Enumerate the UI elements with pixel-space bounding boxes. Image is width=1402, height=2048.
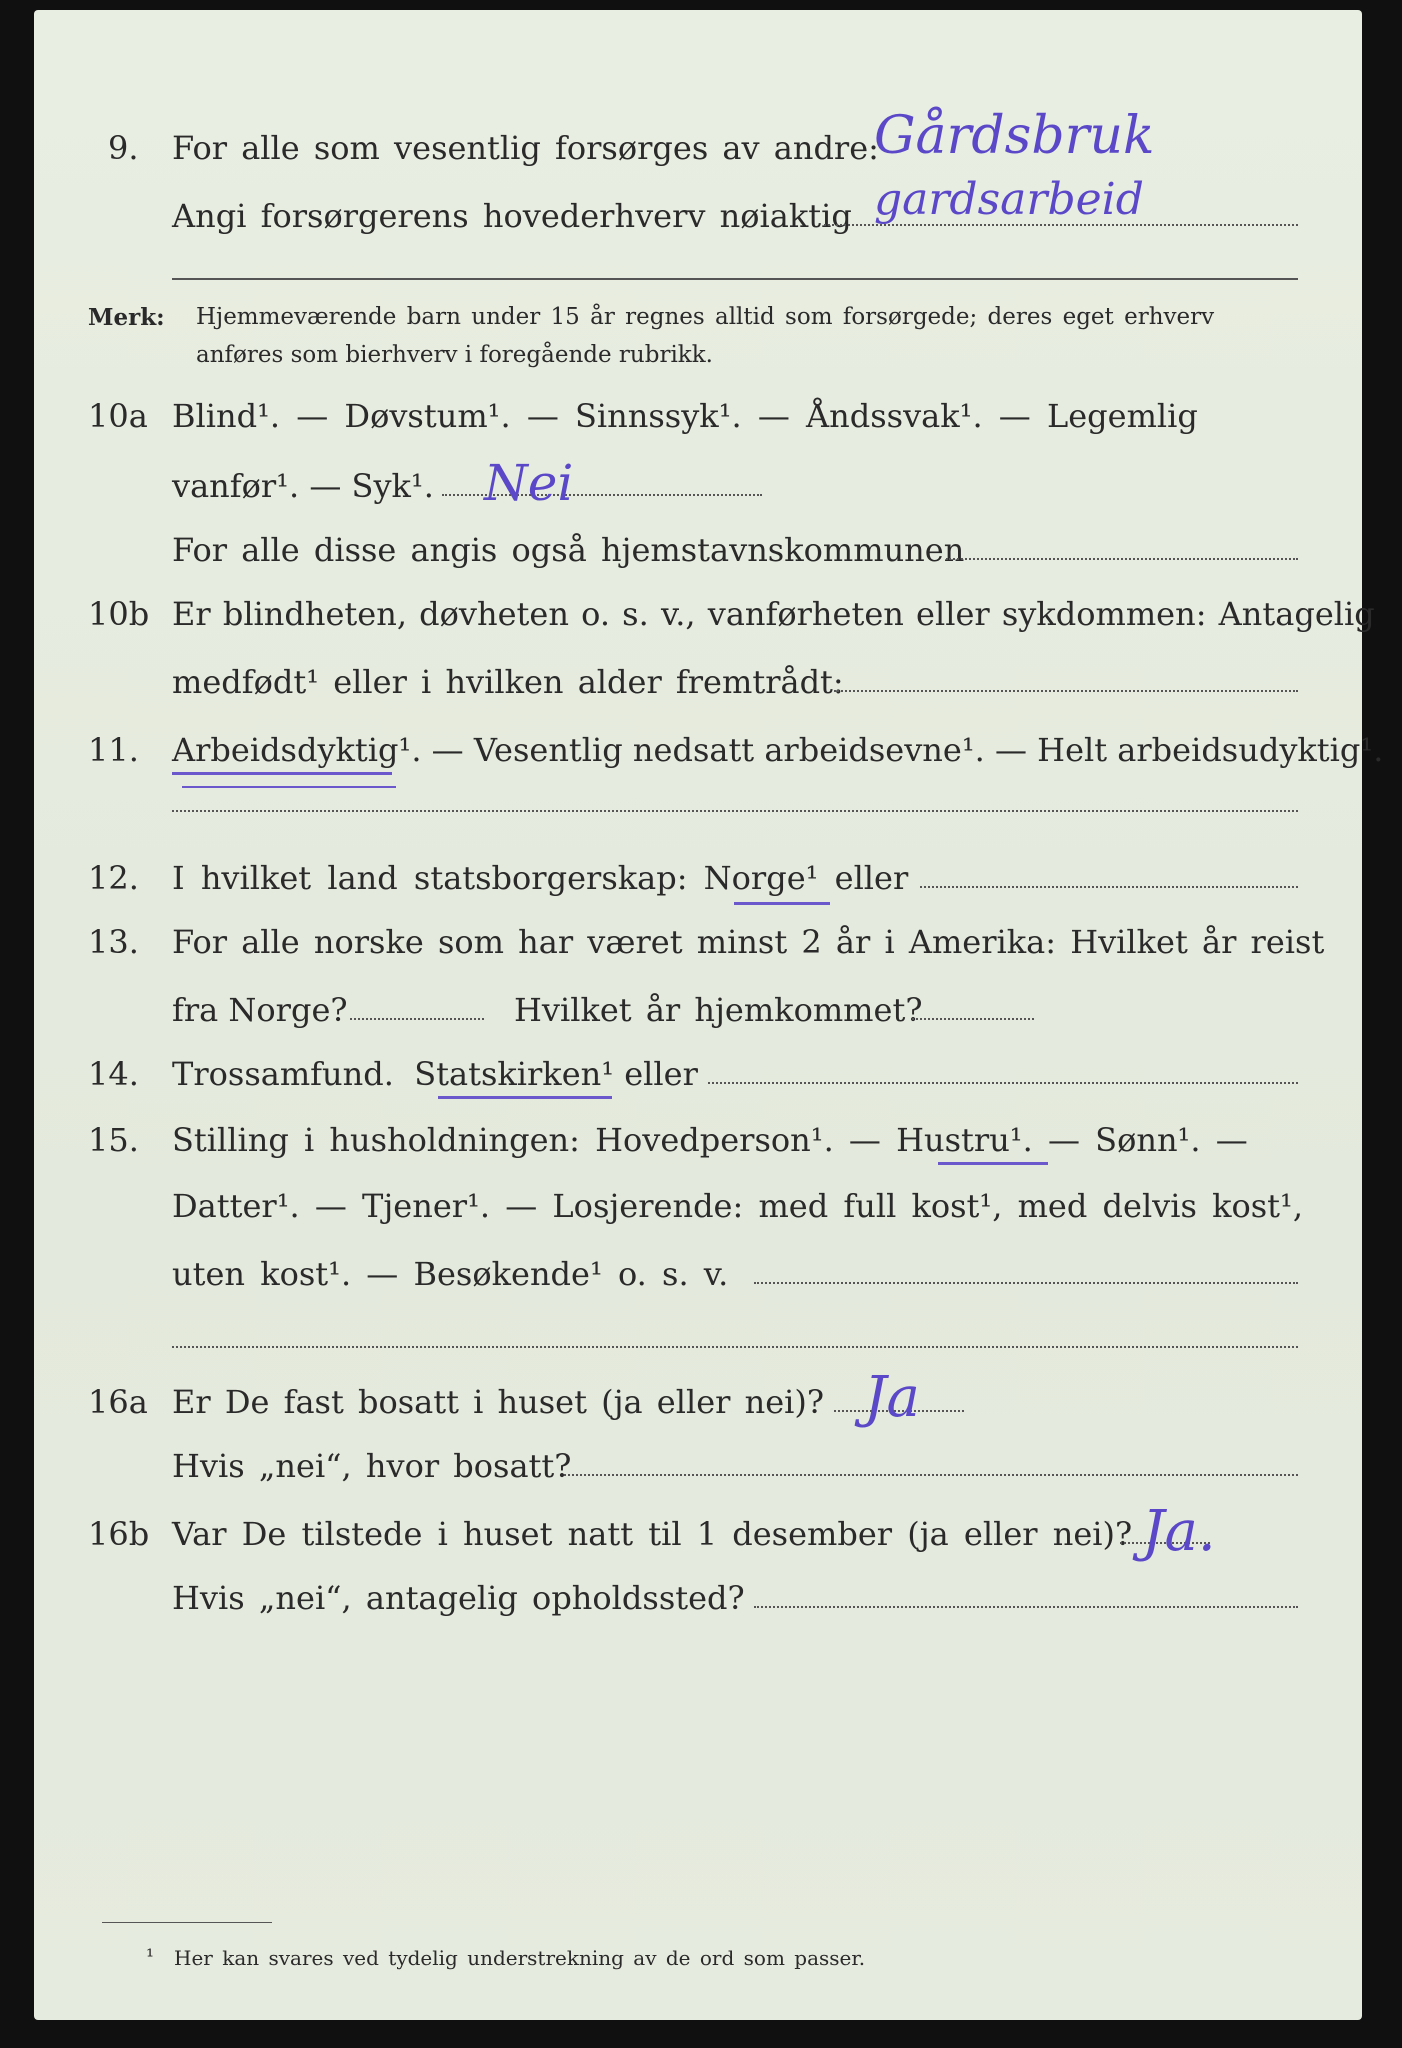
q12-post: ¹ eller: [805, 859, 909, 897]
q13-line1: For alle norske som har været minst 2 år i Amerika: Hvilket år reist: [172, 923, 1325, 961]
q9-separator-rule: [172, 278, 1298, 280]
q15-separator-line: [172, 1346, 1298, 1348]
q16b-handwritten-answer: Ja.: [1142, 1499, 1216, 1564]
q11-number: 11.: [88, 731, 139, 769]
q13-hjemkommet-line: [912, 1018, 1034, 1020]
q10b-line2: medfødt¹ eller i hvilken alder fremtrådt:: [172, 663, 844, 701]
q12-option-norge: Norge: [703, 859, 806, 897]
q16a-number: 16a: [88, 1383, 148, 1421]
q16a-bosatt-line: [564, 1474, 1298, 1476]
q15-post: ¹. — Sønn¹. —: [1009, 1121, 1248, 1159]
q11-rest: ¹. — Vesentlig nedsatt arbeidsevne¹. — Helt arbeidsudyktig¹.: [398, 731, 1384, 769]
footnote-rule: [102, 1922, 272, 1923]
census-form-page: [34, 10, 1384, 2020]
q14-number: 14.: [88, 1055, 139, 1093]
q14-option-statskirken: Statskirken: [414, 1055, 602, 1093]
q16a-handwritten-answer: Ja: [864, 1365, 920, 1430]
q15-answer-line: [754, 1282, 1298, 1284]
q10b-answer-line: [834, 690, 1298, 692]
q15-number: 15.: [88, 1121, 139, 1159]
q11-underline-arbeidsdyktig: [172, 772, 392, 775]
q9-number: 9.: [108, 129, 139, 167]
merk-line1: Hjemmeværende barn under 15 år regnes alltid som forsørgede; deres eget erhverv: [196, 304, 1215, 330]
q10a-hjemstavn-line: [946, 558, 1298, 560]
q16b-number: 16b: [88, 1515, 150, 1553]
q9-line2: Angi forsørgerens hovederhverv nøiaktig: [172, 197, 852, 235]
q12-answer-line: [920, 886, 1298, 888]
q11-option-arbeidsdyktig: Arbeidsdyktig: [172, 731, 399, 769]
q10b-line1: Er blindheten, døvheten o. s. v., vanførheten eller sykdommen: Antagelig: [172, 595, 1375, 633]
q14-question: Trossamfund.: [172, 1055, 394, 1093]
q15-line3: uten kost¹. — Besøkende¹ o. s. v.: [172, 1255, 729, 1293]
q14-post: ¹ eller: [601, 1055, 698, 1093]
q10a-line1: Blind¹. — Døvstum¹. — Sinnssyk¹. — Åndssvak¹. — Legemlig: [172, 397, 1198, 435]
q13-reist-line: [350, 1018, 484, 1020]
q12-underline-norge: [734, 902, 830, 905]
q16b-line2: Hvis „nei“, antagelig opholdssted?: [172, 1579, 745, 1617]
q9-handwritten-answer1: Gårdsbruk: [874, 106, 1155, 166]
q15-line1: [172, 1121, 1248, 1159]
q14-answer-line: [708, 1082, 1298, 1084]
q10a-handwritten-answer: Nei: [484, 454, 574, 512]
q12-number: 12.: [88, 859, 139, 897]
q16b-line1: Var De tilstede i huset natt til 1 desember (ja eller nei)?: [172, 1515, 1133, 1553]
q13-line2a: fra Norge?: [172, 991, 348, 1029]
footnote-mark: ¹: [146, 1944, 155, 1968]
q13-line2b: Hvilket år hjemkommet?: [514, 991, 923, 1029]
q9-line1: For alle som vesentlig forsørges av andre:: [172, 129, 879, 167]
q11-line: [172, 731, 1384, 769]
q16b-opholdssted-line: [754, 1606, 1298, 1608]
footnote-text: Her kan svares ved tydelig understrekning av de ord som passer.: [174, 1946, 866, 1970]
q11-underline-arbeidsdyktig-2: [182, 786, 396, 788]
q12-line: [172, 859, 909, 897]
q15-line2: Datter¹. — Tjener¹. — Losjerende: med full kost¹, med delvis kost¹,: [172, 1187, 1304, 1225]
q10a-line2: vanfør¹. — Syk¹.: [172, 467, 434, 505]
q12-question: I hvilket land statsborgerskap:: [172, 859, 688, 897]
q16a-line1: Er De fast bosatt i huset (ja eller nei)?: [172, 1383, 825, 1421]
q13-number: 13.: [88, 923, 139, 961]
q14-underline-statskirken: [438, 1096, 612, 1099]
q15-underline-hustru: [938, 1162, 1048, 1165]
q15-option-hustru: Hustru: [896, 1121, 1010, 1159]
q9-handwritten-answer2: gardsarbeid: [874, 174, 1144, 225]
q14-line: [172, 1055, 698, 1093]
q10a-number: 10a: [88, 397, 148, 435]
merk-line2: anføres som bierhverv i foregående rubrikk.: [196, 342, 713, 368]
q10a-line3: For alle disse angis også hjemstavnskommunen: [172, 531, 965, 569]
merk-label: Merk:: [88, 304, 165, 331]
q10b-number: 10b: [88, 595, 150, 633]
q15-pre: Stilling i husholdningen: Hovedperson¹. —: [172, 1121, 881, 1159]
q11-separator-line: [172, 810, 1298, 812]
q16a-line2: Hvis „nei“, hvor bosatt?: [172, 1447, 572, 1485]
